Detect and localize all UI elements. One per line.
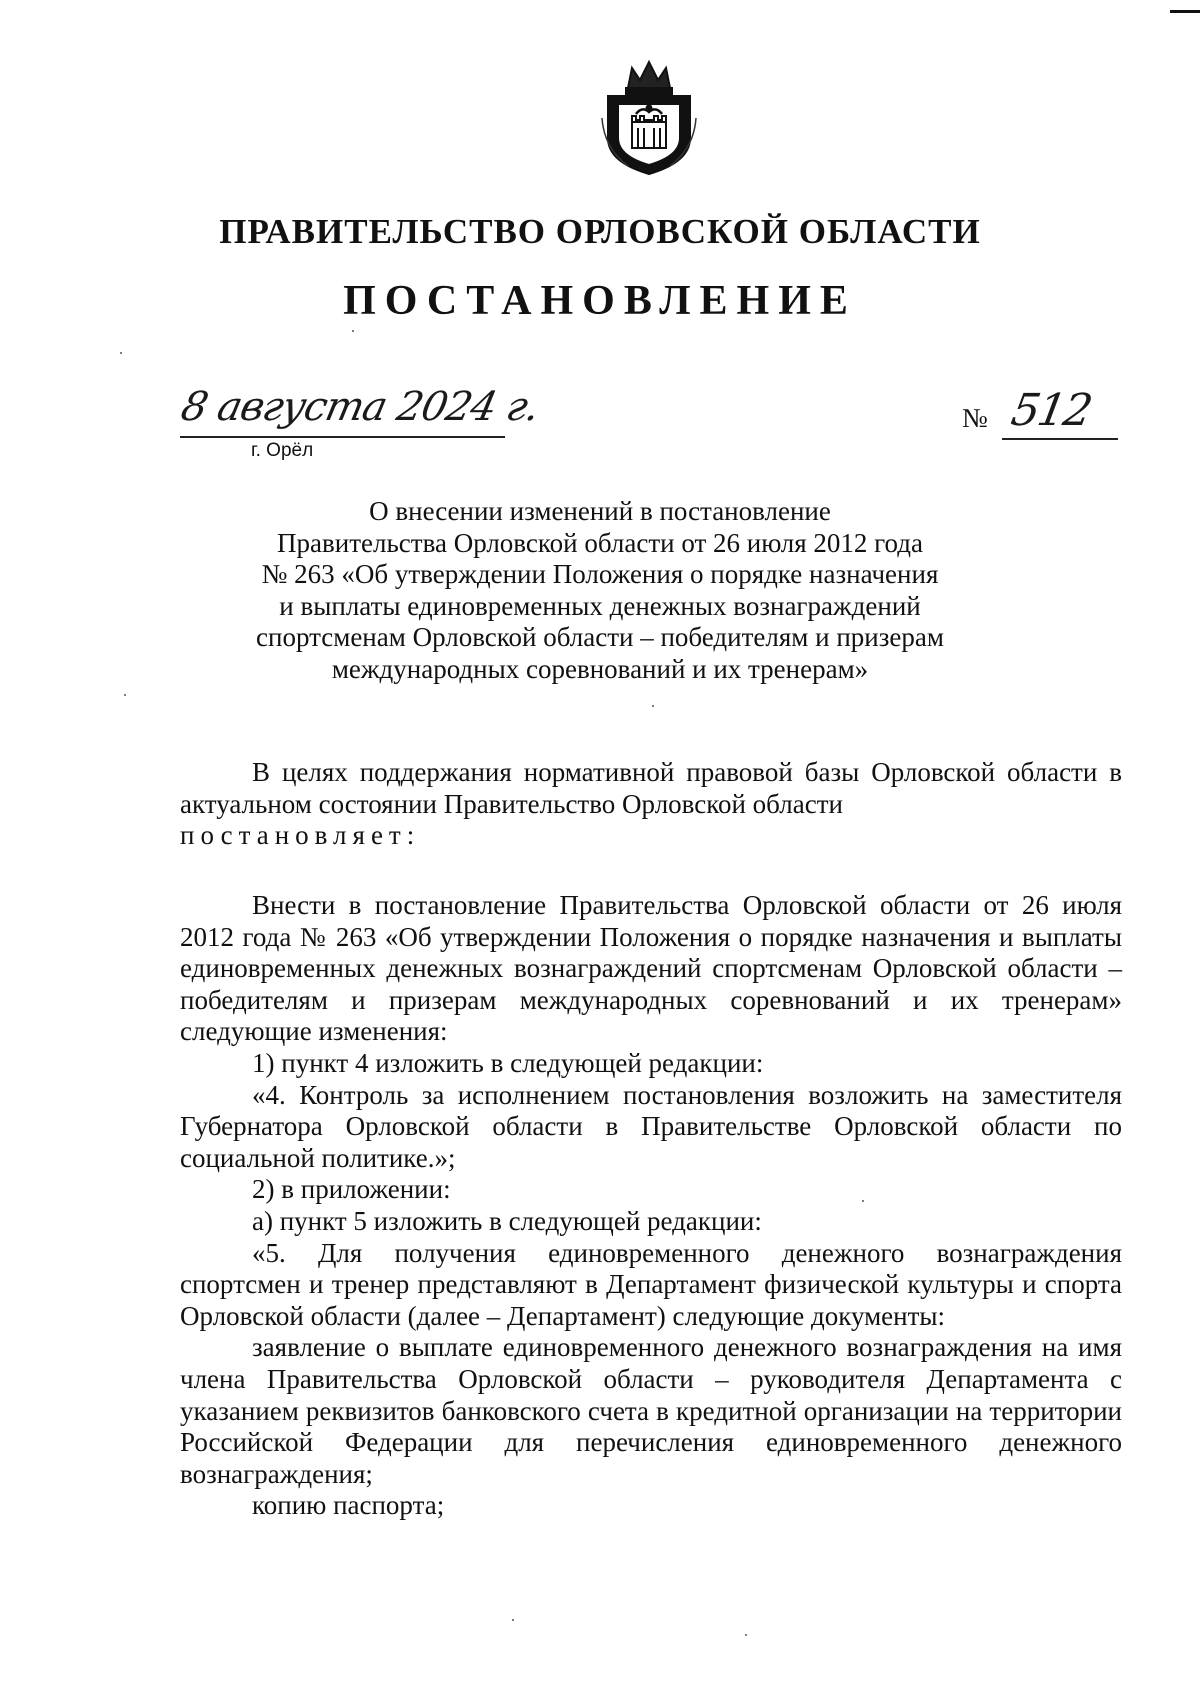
body-paragraph: заявление о выплате единовременного денежного вознаграждения на имя члена Правительства Орловской области – руководителя Департамента с указанием реквизитов банковского счета в кредитной организации на территории Российской Федерации для перечисления единовременного денежного вознаграждения;: [180, 1332, 1122, 1489]
preamble-paragraph: В целях поддержания нормативной правовой базы Орловской области в актуальном состоянии Правительство Орловской области: [180, 757, 1122, 819]
scan-speck: [512, 1619, 514, 1621]
body-paragraph: «5. Для получения единовременного денежного вознаграждения спортсмен и тренер представляют в Департамент физической культуры и спорта Орловской области (далее – Департамент) следующие документы:: [180, 1237, 1122, 1331]
handwritten-number: 512: [1007, 385, 1095, 436]
scan-edge-mark: [1170, 10, 1200, 13]
body-paragraph: 1) пункт 4 изложить в следующей редакции:: [252, 1047, 764, 1078]
body-paragraph: «4. Контроль за исполнением постановления возложить на заместителя Губернатора Орловской области в Правительстве Орловской области по социальной политике.»;: [180, 1079, 1122, 1173]
scan-speck: [652, 705, 654, 707]
scan-speck: [352, 330, 354, 332]
date-underline: [180, 436, 505, 438]
scan-speck: [745, 1634, 747, 1636]
subject-line: О внесении изменений в постановление: [369, 496, 831, 526]
scan-speck: [124, 694, 126, 696]
date-block: [177, 380, 543, 461]
number-block: [962, 385, 1122, 445]
decree-word: постановляет:: [180, 820, 421, 851]
subject-line: спортсменам Орловской области – победителям и призерам: [256, 622, 944, 652]
city-label: г. Орёл: [251, 440, 314, 461]
subject-line: международных соревнований и их тренерам»: [331, 653, 869, 684]
number-underline: [1002, 438, 1118, 440]
scan-speck: [862, 1200, 864, 1202]
preamble-section: [180, 757, 1122, 852]
subject-line: и выплаты единовременных денежных вознаграждений: [279, 590, 921, 621]
body-paragraph: 2) в приложении:: [252, 1174, 451, 1205]
document-subject: [220, 496, 980, 685]
number-label: №: [962, 403, 988, 433]
subject-line: Правительства Орловской области от 26 июля 2012 года: [277, 527, 923, 558]
body-paragraph: Внести в постановление Правительства Орловской области от 26 июля 2012 года № 263 «Об утверждении Положения о порядке назначения и выплаты единовременных денежных вознаграждений спортсменам Орловской области – победителям и призерам международных соревнований и их тренерам» следующие изменения:: [180, 890, 1122, 1047]
handwritten-date: 8 августа 2024 г.: [177, 384, 543, 430]
body-section: [180, 890, 1122, 1522]
organization-title: ПРАВИТЕЛЬСТВО ОРЛОВСКОЙ ОБЛАСТИ: [219, 212, 981, 251]
body-paragraph: а) пункт 5 изложить в следующей редакции:: [252, 1205, 762, 1236]
subject-line: № 263 «Об утверждении Положения о порядке назначения: [261, 559, 939, 589]
coat-of-arms-emblem: [598, 58, 700, 176]
body-paragraph: копию паспорта;: [252, 1490, 445, 1521]
document-type-heading: ПОСТАНОВЛЕНИЕ: [343, 278, 857, 324]
scan-speck: [120, 352, 122, 354]
